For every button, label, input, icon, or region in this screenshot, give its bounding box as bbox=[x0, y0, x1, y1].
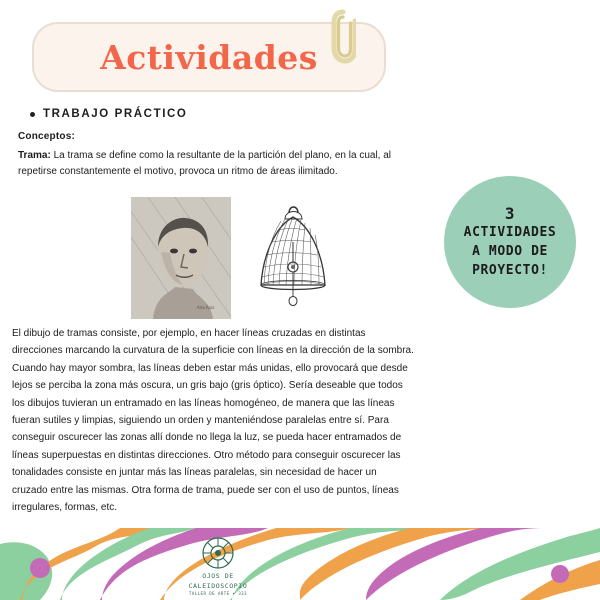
portrait-drawing bbox=[131, 197, 231, 319]
section-heading-label: TRABAJO PRÁCTICO bbox=[43, 108, 188, 120]
footer-logo-name: OJOS DE bbox=[202, 572, 234, 580]
badge-line-1: 3 bbox=[504, 204, 516, 223]
page-title: Actividades bbox=[100, 37, 318, 77]
badge-line-2: ACTIVIDADES bbox=[463, 225, 557, 240]
paperclip-icon bbox=[330, 8, 356, 66]
decorative-footer-band bbox=[0, 528, 600, 600]
body-paragraph: El dibujo de tramas consiste, por ejemplo, en hacer líneas cruzadas en distintas direcciones marcando la curvatura de la superficie con líneas en la dirección de la sombra. Cuando hay mayor sombra, las líneas deben estar más unidas, ello provocará que desde lejos se perciba la zona más oscura, un gris bajo (gris óptico). Sería deseable que todos los dibujos tuvieran un entramado en las líneas homogéneo, de manera que las líneas fueran sutiles y limpias, siguiendo un orden y manteniéndose paralelas entre sí. Para conseguir oscurecer las zonas allí donde no llega la luz, se pueda hacer entramados de líneas superpuestas en distintas direcciones. Otro método para conseguir oscurecer las tonalidades consiste en juntar más las líneas paralelas, sin necesidad de hacer un cruzado entre las mismas. Otra forma de trama, puede ser con el uso de puntos, líneas irregulares, formas, etc. bbox=[12, 328, 414, 514]
footer-logo-name-2: CALEIDOSCOPIO bbox=[188, 582, 248, 590]
bell-drawing bbox=[245, 197, 342, 319]
trama-definition-text: La trama se define como la resultante de la partición del plano, en la cual, al repetirse constantemente el motivo, provoca un ritmo de áreas ilimitado. bbox=[18, 150, 392, 177]
section-heading bbox=[30, 108, 187, 120]
concepts-label: Conceptos: bbox=[18, 131, 75, 142]
svg-text:Ana Ruiz: Ana Ruiz bbox=[197, 305, 215, 310]
footer-logo-subtitle: TALLER DE ARTE • 333 bbox=[188, 591, 248, 596]
trama-definition-block bbox=[18, 148, 408, 180]
badge-line-3: A MODO DE bbox=[472, 244, 548, 259]
status-badge bbox=[444, 176, 576, 308]
footer-logo bbox=[180, 536, 256, 596]
bullet-point-icon bbox=[30, 112, 35, 117]
trama-term: Trama: bbox=[18, 150, 51, 161]
kaleidoscope-logo-icon bbox=[201, 536, 235, 570]
badge-line-4: PROYECTO! bbox=[472, 263, 548, 278]
